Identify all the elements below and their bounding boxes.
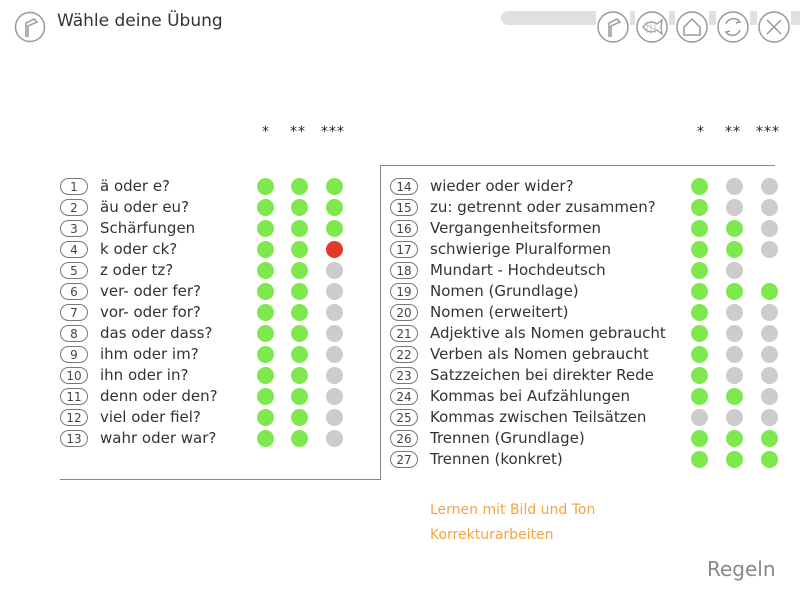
level-2-status-dot[interactable]	[291, 304, 308, 321]
exercise-row[interactable]	[60, 218, 346, 239]
exercise-row[interactable]	[390, 386, 781, 407]
level-2-status-dot[interactable]	[726, 367, 743, 384]
exercise-row[interactable]	[390, 302, 781, 323]
exercise-number: 13	[60, 430, 88, 447]
level-2-status-dot[interactable]	[726, 346, 743, 363]
level-2-status-dot[interactable]	[726, 199, 743, 216]
level-1-status-dot[interactable]	[691, 304, 708, 321]
exercise-row[interactable]	[390, 323, 781, 344]
exercise-number: 8	[60, 325, 88, 342]
level-3-status-dot[interactable]	[761, 346, 778, 363]
level-3-status-dot[interactable]	[326, 304, 343, 321]
exercise-label: Verben als Nomen gebraucht	[430, 345, 649, 363]
level-3-status-dot[interactable]	[761, 388, 778, 405]
divider-top	[380, 165, 775, 166]
level-2-status-dot[interactable]	[726, 220, 743, 237]
level-3-status-dot[interactable]	[326, 325, 343, 342]
fish-button[interactable]	[635, 10, 669, 44]
level-1-status-dot[interactable]	[691, 346, 708, 363]
exercise-label: ä oder e?	[100, 177, 171, 195]
level-3-status-dot[interactable]	[326, 241, 343, 258]
level-1-status-dot[interactable]	[691, 283, 708, 300]
exercise-label: äu oder eu?	[100, 198, 190, 216]
signpost-button[interactable]	[596, 10, 630, 44]
exercise-label: Nomen (Grundlage)	[430, 282, 579, 300]
exercise-row[interactable]	[60, 281, 346, 302]
level-3-status-dot[interactable]	[761, 409, 778, 426]
exercise-label: Vergangenheitsformen	[430, 219, 602, 237]
fish-icon	[635, 10, 669, 44]
exercise-number: 20	[390, 304, 418, 321]
level-1-status-dot[interactable]	[691, 325, 708, 342]
level-1-status-dot[interactable]	[257, 220, 274, 237]
level-header-3-right: ***	[756, 124, 780, 140]
level-1-status-dot[interactable]	[691, 199, 708, 216]
exercise-label: z oder tz?	[100, 261, 174, 279]
exercise-row[interactable]	[390, 218, 781, 239]
level-1-status-dot[interactable]	[691, 220, 708, 237]
level-3-status-dot[interactable]	[326, 409, 343, 426]
level-2-status-dot[interactable]	[291, 409, 308, 426]
level-2-status-dot[interactable]	[726, 388, 743, 405]
correction-link[interactable]: Korrekturarbeiten	[430, 527, 554, 543]
level-1-status-dot[interactable]	[691, 451, 708, 468]
level-3-status-dot[interactable]	[326, 178, 343, 195]
level-1-status-dot[interactable]	[691, 409, 708, 426]
level-3-status-dot[interactable]	[326, 220, 343, 237]
exercise-number: 23	[390, 367, 418, 384]
level-1-status-dot[interactable]	[257, 304, 274, 321]
level-1-status-dot[interactable]	[257, 283, 274, 300]
level-3-status-dot[interactable]	[326, 367, 343, 384]
level-header-1: *	[262, 124, 270, 140]
exercise-row[interactable]	[60, 365, 346, 386]
exercise-row[interactable]	[390, 449, 781, 470]
exercise-label: vor- oder for?	[100, 303, 201, 321]
exercise-number: 1	[60, 178, 88, 195]
level-2-status-dot[interactable]	[291, 241, 308, 258]
exercise-number: 24	[390, 388, 418, 405]
exercise-number: 5	[60, 262, 88, 279]
level-2-status-dot[interactable]	[726, 451, 743, 468]
level-2-status-dot[interactable]	[726, 409, 743, 426]
level-3-status-dot[interactable]	[761, 430, 778, 447]
exercise-number: 21	[390, 325, 418, 342]
exercise-number: 18	[390, 262, 418, 279]
exercise-label: das oder dass?	[100, 324, 213, 342]
exercise-label: Nomen (erweitert)	[430, 303, 569, 321]
exercise-number: 11	[60, 388, 88, 405]
signpost-logo-icon	[14, 11, 46, 43]
level-2-status-dot[interactable]	[291, 283, 308, 300]
level-2-status-dot[interactable]	[291, 346, 308, 363]
exercise-row[interactable]	[60, 197, 346, 218]
exercise-label: wahr oder war?	[100, 429, 217, 447]
exercise-row[interactable]	[60, 260, 346, 281]
exercise-number: 3	[60, 220, 88, 237]
level-header-1-right: *	[697, 124, 705, 140]
level-header-2-right: **	[725, 124, 741, 140]
close-button[interactable]	[757, 10, 791, 44]
exercise-row[interactable]	[390, 197, 781, 218]
level-2-status-dot[interactable]	[291, 262, 308, 279]
home-button[interactable]	[675, 10, 709, 44]
exercise-number: 2	[60, 199, 88, 216]
exercise-label: wieder oder wider?	[430, 177, 574, 195]
level-1-status-dot[interactable]	[257, 262, 274, 279]
exercise-label: Satzzeichen bei direkter Rede	[430, 366, 654, 384]
exercise-row[interactable]	[390, 239, 781, 260]
exercise-row[interactable]	[60, 176, 346, 197]
level-1-status-dot[interactable]	[257, 430, 274, 447]
exercise-label: Kommas bei Aufzählungen	[430, 387, 631, 405]
level-1-status-dot[interactable]	[257, 199, 274, 216]
level-2-status-dot[interactable]	[726, 262, 743, 279]
exercise-label: denn oder den?	[100, 387, 218, 405]
exercise-label: Adjektive als Nomen gebraucht	[430, 324, 666, 342]
level-3-status-dot[interactable]	[761, 451, 778, 468]
signpost-icon	[596, 10, 630, 44]
exercise-row[interactable]	[390, 428, 781, 449]
exercise-number: 22	[390, 346, 418, 363]
level-1-status-dot[interactable]	[257, 241, 274, 258]
exercise-number: 26	[390, 430, 418, 447]
exercise-label: k oder ck?	[100, 240, 178, 258]
exercise-number: 16	[390, 220, 418, 237]
exercise-label: zu: getrennt oder zusammen?	[430, 198, 656, 216]
level-1-status-dot[interactable]	[257, 388, 274, 405]
exercise-number: 9	[60, 346, 88, 363]
level-1-status-dot[interactable]	[691, 241, 708, 258]
exercise-row[interactable]	[60, 386, 346, 407]
exercise-number: 4	[60, 241, 88, 258]
exercise-row[interactable]	[60, 428, 346, 449]
level-3-status-dot[interactable]	[761, 325, 778, 342]
level-2-status-dot[interactable]	[291, 199, 308, 216]
level-1-status-dot[interactable]	[691, 367, 708, 384]
level-2-status-dot[interactable]	[291, 220, 308, 237]
level-1-status-dot[interactable]	[257, 178, 274, 195]
exercise-label: ihm oder im?	[100, 345, 199, 363]
level-1-status-dot[interactable]	[257, 325, 274, 342]
level-1-status-dot[interactable]	[691, 430, 708, 447]
exercise-row[interactable]	[390, 365, 781, 386]
exercise-row[interactable]	[390, 281, 781, 302]
level-3-status-dot[interactable]	[326, 283, 343, 300]
exercise-number: 19	[390, 283, 418, 300]
level-2-status-dot[interactable]	[291, 325, 308, 342]
exercise-row[interactable]	[60, 239, 346, 260]
exercise-row[interactable]	[60, 302, 346, 323]
level-1-status-dot[interactable]	[691, 178, 708, 195]
exercise-label: viel oder fiel?	[100, 408, 201, 426]
level-3-status-dot[interactable]	[326, 430, 343, 447]
exercise-label: Schärfungen	[100, 219, 196, 237]
exercise-row[interactable]	[390, 344, 781, 365]
level-1-status-dot[interactable]	[257, 409, 274, 426]
exercise-row[interactable]	[60, 407, 346, 428]
learn-link[interactable]: Lernen mit Bild und Ton	[430, 502, 596, 518]
level-2-status-dot[interactable]	[726, 283, 743, 300]
level-2-status-dot[interactable]	[726, 304, 743, 321]
refresh-button[interactable]	[716, 10, 750, 44]
exercise-row[interactable]	[390, 176, 781, 197]
level-1-status-dot[interactable]	[257, 346, 274, 363]
divider-bottom	[60, 479, 381, 480]
home-icon	[675, 10, 709, 44]
exercise-row[interactable]	[390, 407, 781, 428]
exercise-label: Trennen (Grundlage)	[430, 429, 585, 447]
level-2-status-dot[interactable]	[726, 430, 743, 447]
exercise-number: 6	[60, 283, 88, 300]
exercise-number: 14	[390, 178, 418, 195]
level-1-status-dot[interactable]	[691, 262, 708, 279]
level-3-status-dot[interactable]	[761, 304, 778, 321]
exercise-label: Mundart - Hochdeutsch	[430, 261, 606, 279]
exercise-number: 15	[390, 199, 418, 216]
level-3-status-dot[interactable]	[761, 283, 778, 300]
exercise-label: Trennen (konkret)	[430, 450, 563, 468]
level-1-status-dot[interactable]	[691, 388, 708, 405]
level-2-status-dot[interactable]	[291, 178, 308, 195]
page-title: Wähle deine Übung	[57, 11, 223, 31]
level-3-status-dot[interactable]	[326, 262, 343, 279]
level-3-status-dot[interactable]	[326, 199, 343, 216]
rules-link[interactable]: Regeln	[707, 557, 776, 581]
level-3-status-dot[interactable]	[761, 199, 778, 216]
close-icon	[757, 10, 791, 44]
level-2-status-dot[interactable]	[291, 367, 308, 384]
level-3-status-dot[interactable]	[761, 220, 778, 237]
level-3-status-dot[interactable]	[761, 241, 778, 258]
refresh-icon	[716, 10, 750, 44]
exercise-number: 17	[390, 241, 418, 258]
level-2-status-dot[interactable]	[726, 325, 743, 342]
exercise-label: Kommas zwischen Teilsätzen	[430, 408, 647, 426]
exercise-row[interactable]	[390, 260, 781, 281]
divider-vertical	[380, 165, 381, 480]
level-header-2: **	[290, 124, 306, 140]
exercise-number: 27	[390, 451, 418, 468]
level-2-status-dot[interactable]	[726, 241, 743, 258]
exercise-row[interactable]	[60, 344, 346, 365]
exercise-number: 12	[60, 409, 88, 426]
level-3-status-dot[interactable]	[326, 346, 343, 363]
level-1-status-dot[interactable]	[257, 367, 274, 384]
exercise-row[interactable]	[60, 323, 346, 344]
exercise-label: ver- oder fer?	[100, 282, 201, 300]
exercise-label: schwierige Pluralformen	[430, 240, 612, 258]
level-header-3: ***	[321, 124, 345, 140]
level-2-status-dot[interactable]	[291, 430, 308, 447]
level-3-status-dot[interactable]	[761, 367, 778, 384]
exercise-number: 10	[60, 367, 88, 384]
exercise-number: 7	[60, 304, 88, 321]
level-3-status-dot[interactable]	[761, 178, 778, 195]
exercise-number: 25	[390, 409, 418, 426]
exercise-label: ihn oder in?	[100, 366, 189, 384]
level-3-status-dot[interactable]	[326, 388, 343, 405]
level-2-status-dot[interactable]	[726, 178, 743, 195]
level-2-status-dot[interactable]	[291, 388, 308, 405]
